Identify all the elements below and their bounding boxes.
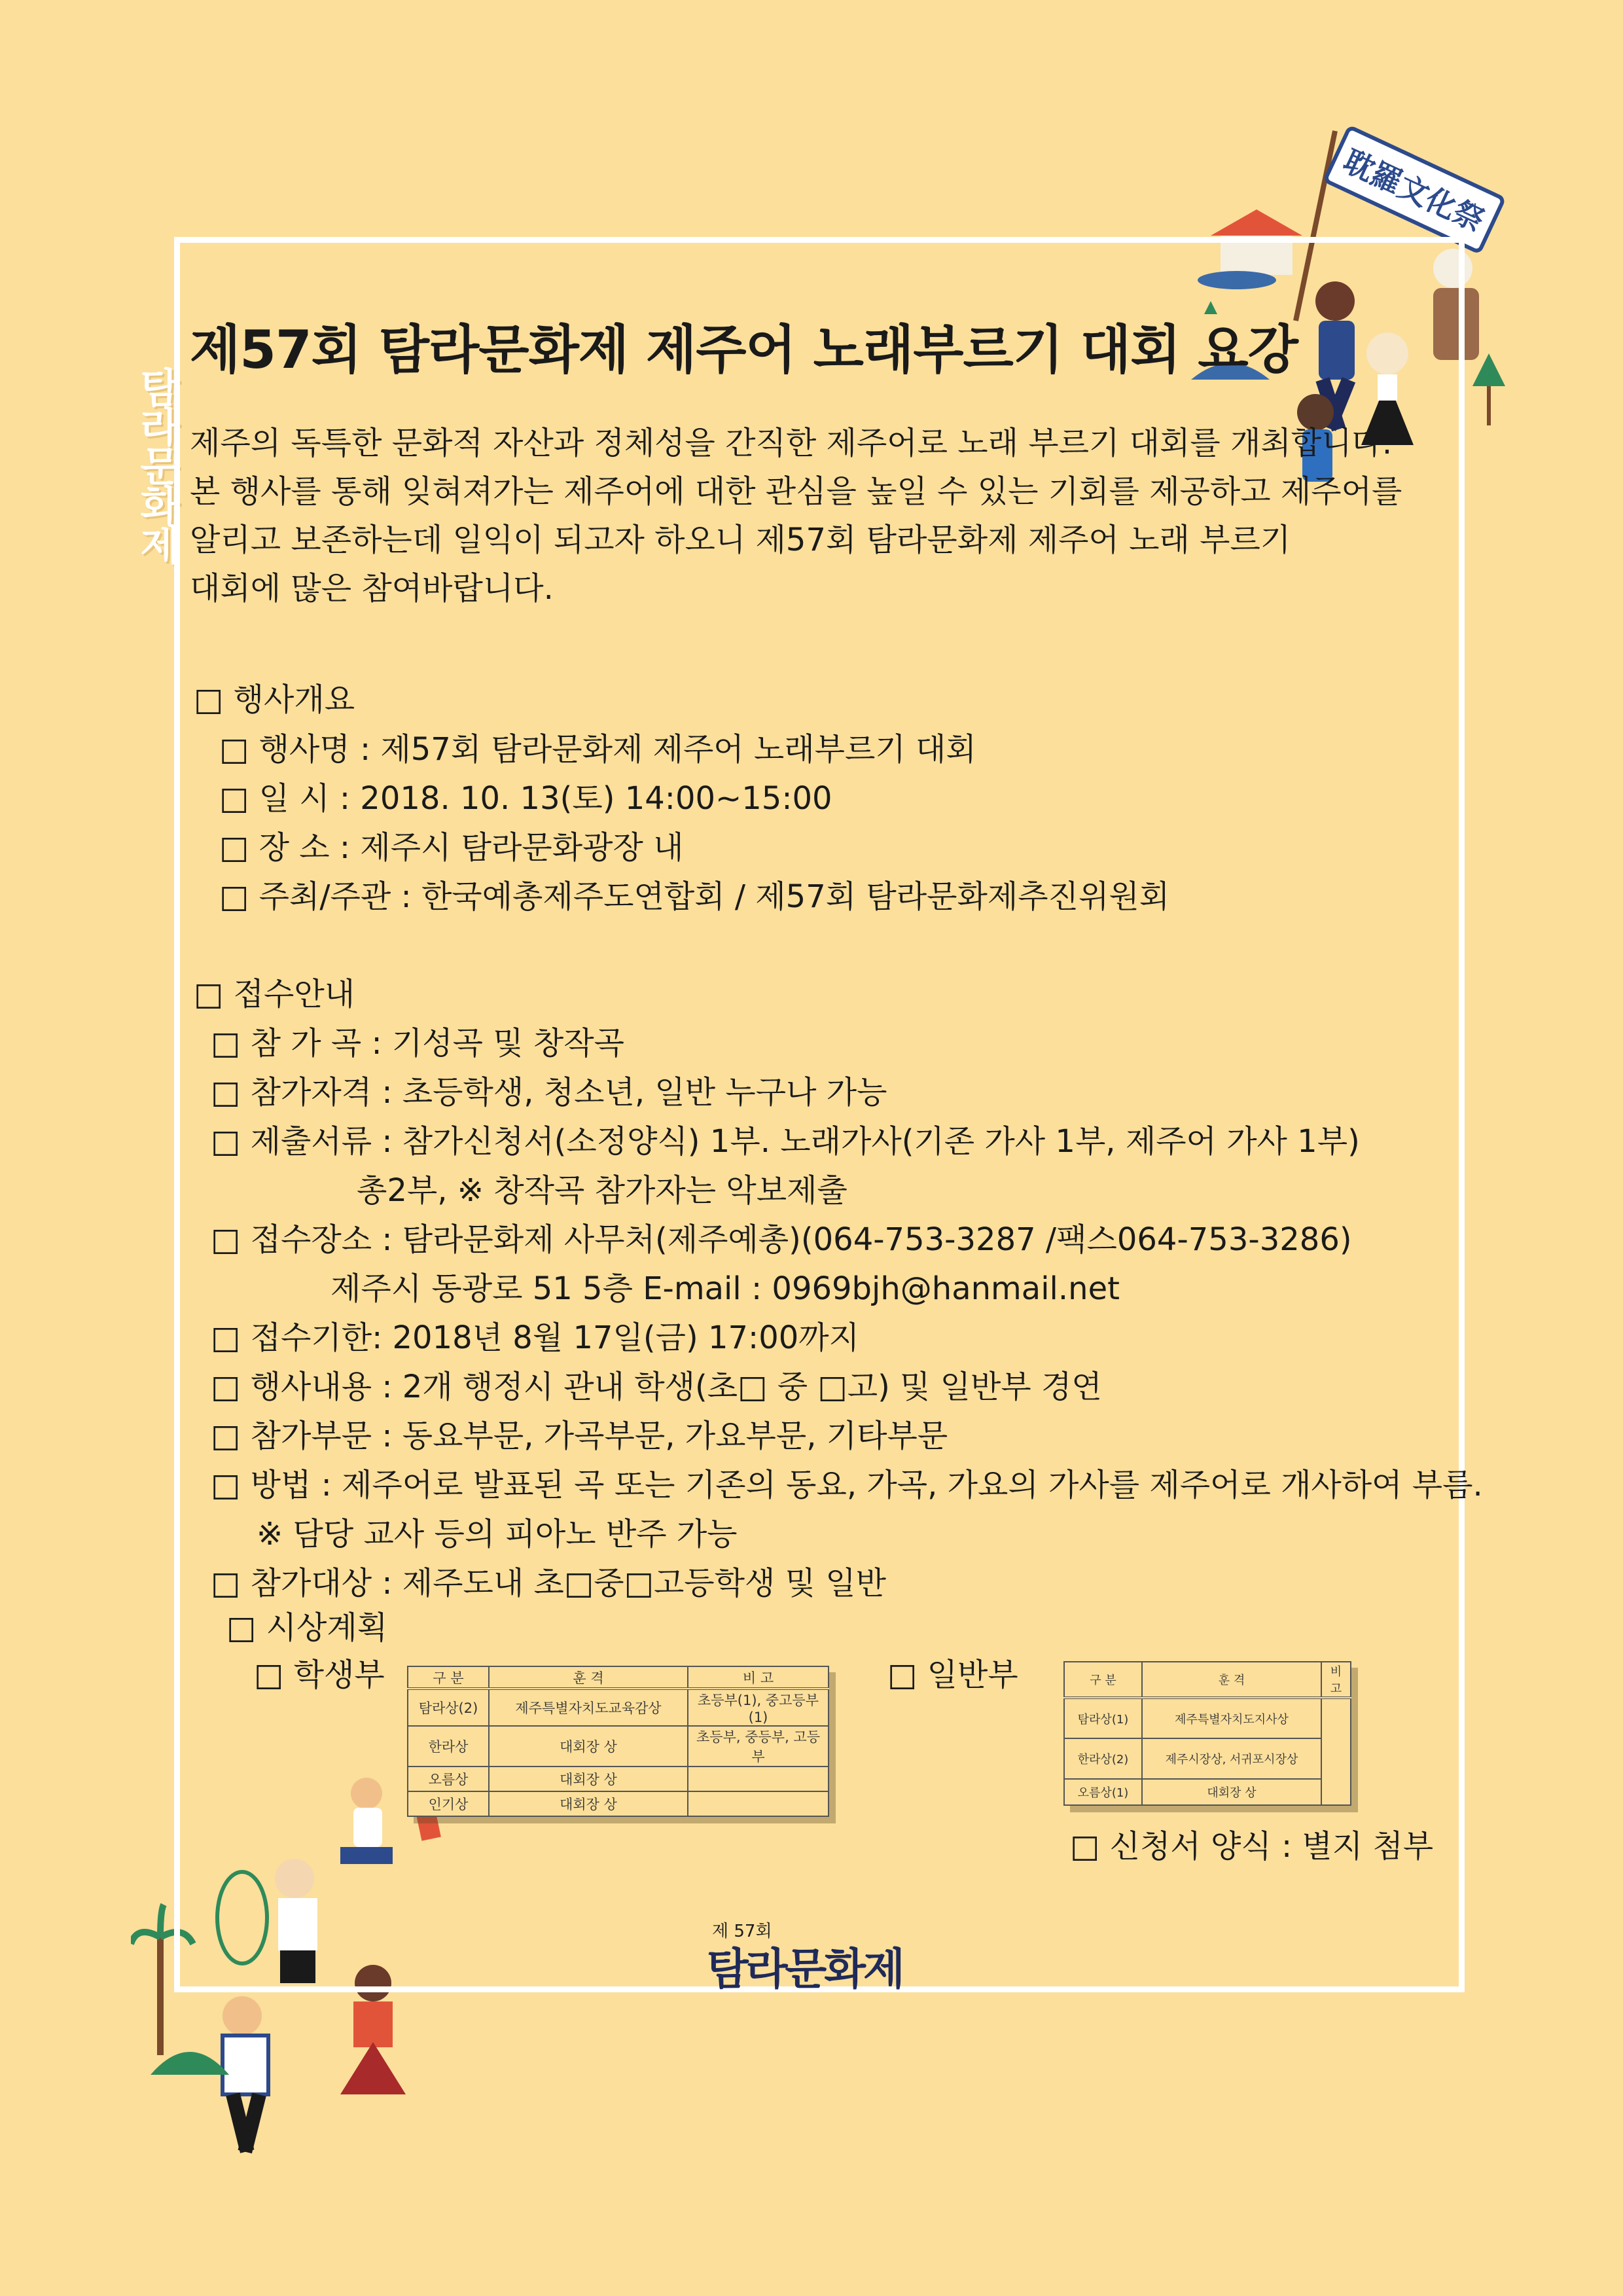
table-row [1064,1738,1351,1779]
table-cell: 탐라상(1) [1064,1698,1142,1738]
table-row [408,1791,829,1816]
reception-item: □ 제출서류 : 참가신청서(소정양식) 1부. 노래가사(기존 가사 1부, 제주어 가사 1부) [211,1123,1360,1160]
reception-item-continued: 총2부, ※ 창작곡 참가자는 악보제출 [357,1172,847,1209]
table-cell: 한라상(2) [1064,1738,1142,1779]
reception-item: □ 방법 : 제주어로 발표된 곡 또는 기존의 동요, 가곡, 가요의 가사를 제주어로 개사하여 부름. [211,1467,1483,1503]
reception-heading: □ 접수안내 [194,976,355,1013]
festival-logo-edition: 제 57회 [712,1922,772,1941]
overview-heading: □ 행사개요 [194,681,355,718]
reception-item: □ 접수장소 : 탐라문화제 사무처(제주예총)(064-753-3287 /팩스064-753-3286) [211,1221,1352,1258]
table-cell: 제주시장상, 서귀포시장상 [1142,1738,1321,1779]
table-header: 구 분 [408,1666,489,1689]
overview-item: □ 일 시 : 2018. 10. 13(토) 14:00~15:00 [219,780,832,817]
festival-logo: 탐라문화제 [707,1944,902,1994]
table-cell: 한라상 [408,1726,489,1767]
table-cell: 대회장 상 [489,1767,688,1791]
table-cell: 초등부(1), 중고등부(1) [688,1689,829,1726]
reception-item: □ 참가대상 : 제주도내 초□중□고등학생 및 일반 [211,1565,887,1602]
table-cell: 대회장 상 [1142,1779,1321,1805]
reception-item-continued: 제주시 동광로 51 5층 E-mail : 0969bjh@hanmail.net [330,1270,1120,1307]
student-awards-label: □ 학생부 [254,1657,385,1693]
general-awards-table [1063,1661,1351,1806]
table-header: 훈 격 [1142,1662,1321,1698]
table-row [408,1726,829,1767]
table-cell: 제주특별자치도지사상 [1142,1698,1321,1738]
form-note: □ 신청서 양식 : 별지 첨부 [1070,1828,1434,1865]
reception-item: □ 참 가 곡 : 기성곡 및 창작곡 [211,1025,625,1062]
banner-text: 耽羅文化祭 [1338,143,1489,239]
table-cell: 인기상 [408,1791,489,1816]
side-festival-logo: 탐라문화제 [133,367,181,563]
student-awards-table [407,1666,829,1817]
intro-line: 제주의 독특한 문화적 자산과 정체성을 간직한 제주어로 노래 부르기 대회를 개최합니다. [190,425,1393,461]
reception-item: □ 참가부문 : 동요부문, 가곡부문, 가요부문, 기타부문 [211,1418,948,1454]
reception-note: ※ 담당 교사 등의 피아노 반주 가능 [257,1516,738,1552]
table-cell: 초등부, 중등부, 고등부 [688,1726,829,1767]
awards-heading: □ 시상계획 [226,1609,388,1646]
table-header: 비 고 [1321,1662,1351,1698]
table-cell: 탐라상(2) [408,1689,489,1726]
intro-paragraph [190,419,1486,613]
table-row [1064,1779,1351,1805]
overview-item: □ 행사명 : 제57회 탐라문화제 제주어 노래부르기 대회 [219,731,976,768]
table-header: 훈 격 [489,1666,688,1689]
general-awards-label: □ 일반부 [887,1657,1018,1693]
table-row [408,1689,829,1726]
table-cell: 대회장 상 [489,1791,688,1816]
table-cell: 대회장 상 [489,1726,688,1767]
reception-item: □ 행사내용 : 2개 행정시 관내 학생(초□ 중 □고) 및 일반부 경연 [211,1369,1102,1405]
table-header: 구 분 [1064,1662,1142,1698]
table-row [408,1767,829,1791]
table-cell: 오름상(1) [1064,1779,1142,1805]
reception-item: □ 접수기한: 2018년 8월 17일(금) 17:00까지 [211,1319,860,1356]
table-cell [688,1767,829,1791]
overview-item: □ 주최/주관 : 한국예총제주도연합회 / 제57회 탐라문화제추진위원회 [219,878,1170,915]
page-title: 제57회 탐라문화제 제주어 노래부르기 대회 요강 [190,319,1298,380]
table-cell: 제주특별자치도교육감상 [489,1689,688,1726]
intro-line: 본 행사를 통해 잊혀져가는 제주어에 대한 관심을 높일 수 있는 기회를 제공하고 제주어를 [190,473,1402,510]
table-header: 비 고 [688,1666,829,1689]
table-cell [1321,1698,1351,1805]
overview-item: □ 장 소 : 제주시 탐라문화광장 내 [219,829,684,866]
intro-line: 알리고 보존하는데 일익이 되고자 하오니 제57회 탐라문화제 제주어 노래 부르기 [190,522,1291,558]
reception-item: □ 참가자격 : 초등학생, 청소년, 일반 누구나 가능 [211,1074,887,1111]
table-cell: 오름상 [408,1767,489,1791]
table-row [1064,1698,1351,1738]
intro-line: 대회에 많은 참여바랍니다. [190,570,554,607]
table-cell [688,1791,829,1816]
